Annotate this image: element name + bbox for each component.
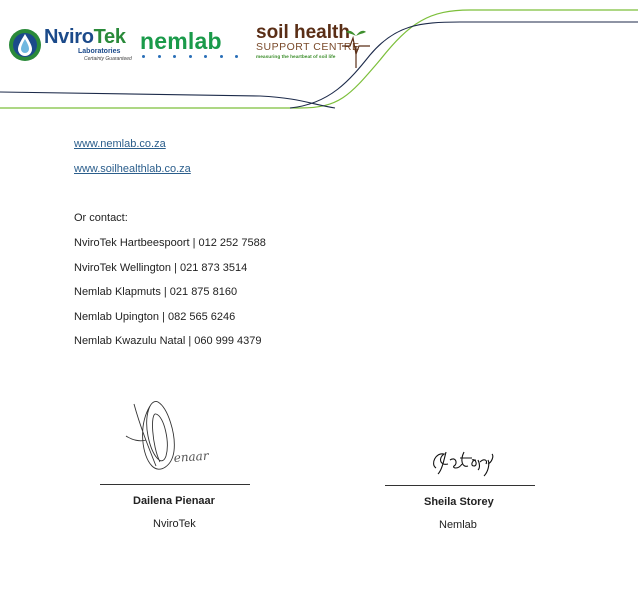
contact-line: NviroTek Wellington | 021 873 3514 <box>74 262 248 274</box>
signature-line <box>385 485 535 486</box>
soil-health-tagline: measuring the heartbeat of soil life <box>256 55 336 60</box>
nvirotek-subtitle: Laboratories <box>78 48 121 55</box>
contact-line: Nemlab Kwazulu Natal | 060 999 4379 <box>74 335 262 347</box>
signature-storey <box>428 446 498 478</box>
signature-pienaar <box>120 396 230 476</box>
soilhealth-website-link[interactable]: www.soilhealthlab.co.za <box>74 163 191 175</box>
nvirotek-logo <box>8 24 132 66</box>
signatory-name: Dailena Pienaar <box>133 495 215 507</box>
signatory-org: NviroTek <box>153 518 196 530</box>
nvirotek-drop-icon <box>8 26 42 64</box>
svg-text:enaar: enaar <box>173 448 209 465</box>
nemlab-logo <box>140 28 240 64</box>
contact-intro: Or contact: <box>74 212 128 224</box>
plant-heartbeat-icon <box>338 24 372 70</box>
nemlab-wordmark: nemlab <box>140 28 222 54</box>
contact-line: Nemlab Upington | 082 565 6246 <box>74 311 236 323</box>
signature-line <box>100 484 250 485</box>
contact-line: NviroTek Hartbeespoort | 012 252 7588 <box>74 237 266 249</box>
soil-health-wordmark: soil health <box>256 22 350 43</box>
soil-health-logo <box>254 22 374 72</box>
signatory-org: Nemlab <box>439 519 477 531</box>
letterhead-header <box>0 0 638 115</box>
nvirotek-tagline: Certainty Guaranteed <box>84 56 132 62</box>
nvirotek-wordmark: NviroTek <box>44 26 126 48</box>
nemlab-dots-decoration <box>142 55 238 59</box>
signatory-name: Sheila Storey <box>424 496 494 508</box>
nemlab-website-link[interactable]: www.nemlab.co.za <box>74 138 166 150</box>
soil-health-subtitle: SUPPORT CENTRE <box>256 41 360 53</box>
contact-line: Nemlab Klapmuts | 021 875 8160 <box>74 286 238 298</box>
